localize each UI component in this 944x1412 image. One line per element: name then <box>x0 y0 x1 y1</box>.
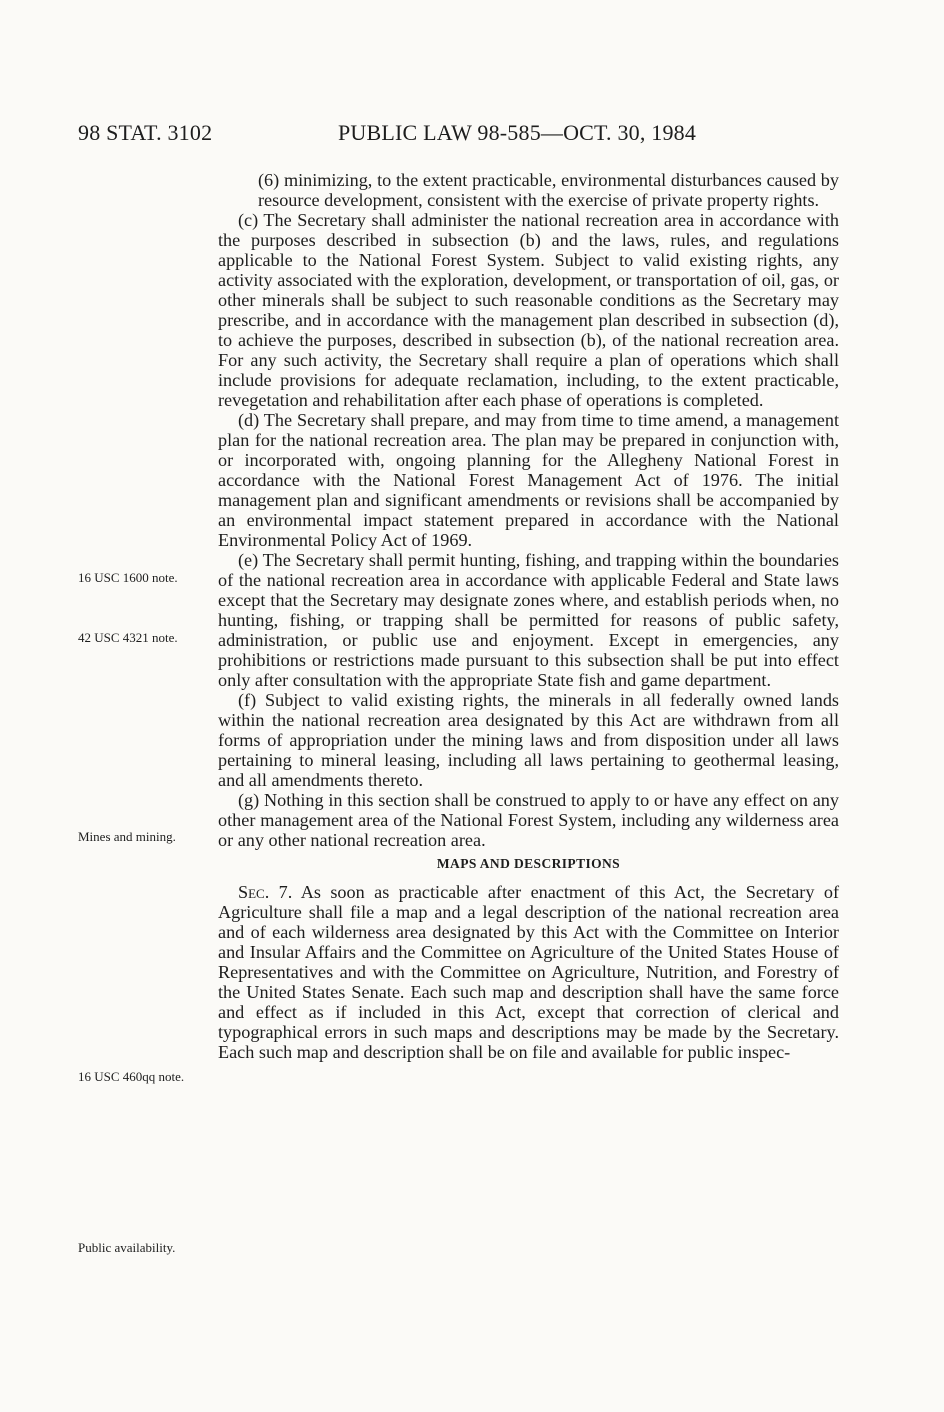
margin-note: 16 USC 1600 note. <box>78 570 178 585</box>
running-head <box>0 120 944 150</box>
section-label: Sec. 7. <box>238 882 293 902</box>
statute-citation: 98 STAT. 3102 <box>78 120 213 145</box>
law-title: PUBLIC LAW 98-585—OCT. 30, 1984 <box>338 120 697 145</box>
paragraph-c: (c) The Secretary shall administer the national recreation area in accordance with the purposes described in subsection (b) and the laws, rules, and regulations applicable to the National Forest System. Subject to valid existing rights, any activity associated with the exploration, development, or transportation of oil, gas, or other minerals shall be subject to such reasonable conditions as the Secretary may prescribe, and in accordance with the management plan described in subsection (d), to achieve the purposes, described in subsection (b), of the national recreation area. For any such activity, the Secretary shall require a plan of operations which shall include provisions for adequate reclamation, including, to the extent practicable, revegetation and rehabilitation after each phase of operations is completed. <box>218 210 839 410</box>
margin-note: 16 USC 460qq note. <box>78 1069 185 1084</box>
margin-note: 42 USC 4321 note. <box>78 630 178 645</box>
section-7-text: As soon as practicable after enactment of this Act, the Secretary of Agriculture shall file a map and a legal description of the national recreation area and of each wilderness area designated by this Act with the Committee on Interior and Insular Affairs and the Committee on Agriculture of the United States House of Representatives and with the Committee on Agriculture, Nutrition, and Forestry of the United States Senate. Each such map and description shall have the same force and effect as if included in this Act, except that correction of clerical and typographical errors in such maps and descriptions may be made by the Secretary. Each such map and description shall be on file and available for public inspec- <box>218 882 839 1062</box>
margin-note: Mines and mining. <box>78 829 176 844</box>
section-heading: MAPS AND DESCRIPTIONS <box>436 856 621 871</box>
paragraph-g: (g) Nothing in this section shall be construed to apply to or have any effect on any other management area of the National Forest System, including any wilderness area or any other national recreation area. <box>218 790 839 850</box>
paragraph-6: (6) minimizing, to the extent practicable, environmental disturbances caused by resource development, consistent with the exercise of private property rights. <box>258 170 839 210</box>
paragraph-d: (d) The Secretary shall prepare, and may from time to time amend, a management plan for the national recreation area. The plan may be prepared in conjunction with, or incorporated with, ongoing planning for the Allegheny National Forest in accordance with the National Forest Management Act of 1976. The initial management plan and significant amendments or revisions shall be accompanied by an environmental impact statement prepared in accordance with the National Environmental Policy Act of 1969. <box>218 410 839 550</box>
paragraph-f: (f) Subject to valid existing rights, the minerals in all federally owned lands within the national recreation area designated by this Act are withdrawn from all forms of appropriation under the mining laws and from disposition under all laws pertaining to mineral leasing, including all laws pertaining to geothermal leasing, and all amendments thereto. <box>218 690 839 790</box>
paragraph-e: (e) The Secretary shall permit hunting, fishing, and trapping within the boundaries of the national recreation area in accordance with applicable Federal and State laws except that the Secretary may designate zones where, and establish periods when, no hunting, fishing, or trapping shall be permitted for reasons of public safety, administration, or public use and enjoyment. Except in emergencies, any prohibitions or restrictions made pursuant to this subsection shall be put into effect only after consultation with the appropriate State fish and game department. <box>218 550 839 690</box>
margin-note: Public availability. <box>78 1240 176 1255</box>
section-7 <box>218 882 839 1062</box>
body-text <box>218 170 839 1062</box>
